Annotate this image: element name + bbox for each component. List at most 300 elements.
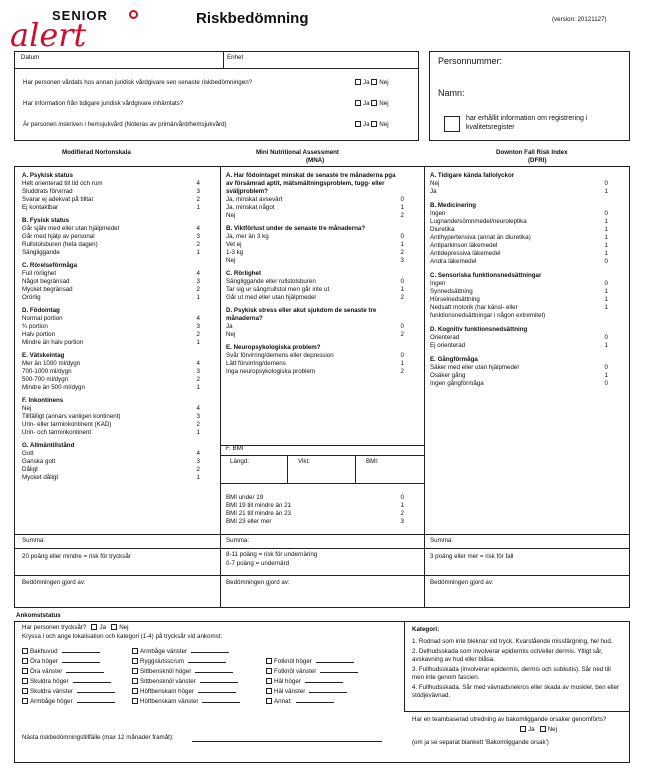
downton-option-points: 1 bbox=[604, 304, 608, 311]
norton-option[interactable] bbox=[22, 278, 200, 286]
downton-option[interactable] bbox=[430, 304, 608, 312]
downton-option[interactable] bbox=[430, 258, 608, 266]
norton-option-points: 1 bbox=[196, 249, 200, 256]
category-field[interactable] bbox=[73, 682, 111, 683]
norton-option-label: Orörlig bbox=[22, 294, 41, 301]
downton-option[interactable] bbox=[430, 364, 608, 372]
norton-option[interactable] bbox=[22, 339, 200, 347]
norton-option[interactable] bbox=[22, 413, 200, 421]
location-checkbox[interactable] bbox=[22, 668, 28, 674]
category-field[interactable] bbox=[309, 692, 347, 693]
category-field[interactable] bbox=[62, 662, 100, 663]
mna-option-points: 2 bbox=[400, 249, 404, 256]
downton-option-label: Antidepressiva läkemedel bbox=[430, 250, 501, 257]
mna-option-points: 2 bbox=[400, 368, 404, 375]
norton-option-label: Urin- eller tarminkontinent (KAD) bbox=[22, 421, 112, 428]
downton-option-label: Ingen gångförmåga bbox=[430, 380, 484, 387]
downton-option-points: 1 bbox=[604, 288, 608, 295]
category-field[interactable] bbox=[200, 682, 238, 683]
q2-yes-label: Ja bbox=[363, 100, 370, 107]
downton-section bbox=[430, 172, 622, 196]
category-field[interactable] bbox=[62, 652, 100, 653]
location-checkbox[interactable] bbox=[132, 688, 138, 694]
norton-option[interactable] bbox=[22, 429, 200, 437]
location-option[interactable] bbox=[266, 668, 386, 678]
category-field[interactable] bbox=[198, 692, 236, 693]
location-label: Bakhuvud bbox=[30, 648, 58, 655]
location-option[interactable] bbox=[132, 658, 262, 668]
category-title: Kategori: bbox=[412, 626, 440, 633]
norton-option-label: Svarar ej adekvat på tilltal bbox=[22, 196, 93, 203]
q2-no-checkbox[interactable] bbox=[371, 100, 377, 106]
norton-section bbox=[22, 262, 212, 302]
norton-section-heading: A. Psykisk status bbox=[22, 172, 73, 179]
norton-option-points: 2 bbox=[196, 241, 200, 248]
mna-option[interactable] bbox=[226, 249, 404, 257]
mna-option-label: Sängliggande eller rullstolsburen bbox=[226, 278, 316, 285]
mna-option-points: 0 bbox=[400, 196, 404, 203]
location-column-3 bbox=[266, 658, 386, 708]
question-3: Är personen inskriven i hemsjukvård (Noteras av primärvård/hemsjukvård) bbox=[23, 121, 227, 128]
category-item: 3. Fullhudsskada (involverar epidermis, dermis och subkutis). Sår ned till men inte genom fascien. bbox=[412, 666, 611, 681]
downton-option[interactable] bbox=[430, 380, 608, 388]
norton-option[interactable] bbox=[22, 331, 200, 339]
norton-option[interactable] bbox=[22, 458, 200, 466]
downton-option[interactable] bbox=[430, 280, 608, 288]
location-checkbox[interactable] bbox=[266, 688, 272, 694]
norton-option[interactable] bbox=[22, 384, 200, 392]
location-checkbox[interactable] bbox=[22, 658, 28, 664]
mna-option[interactable] bbox=[226, 323, 404, 331]
norton-option-points: 1 bbox=[196, 474, 200, 481]
bmi-items bbox=[226, 494, 416, 526]
downton-option[interactable] bbox=[430, 334, 608, 342]
norton-option-points: 4 bbox=[196, 270, 200, 277]
norton-gjord-label: Bedömningen gjord av: bbox=[22, 579, 86, 586]
downton-option-label: Lugnande/sömnmedel/neuroleptika bbox=[430, 218, 527, 225]
norton-option[interactable] bbox=[22, 233, 200, 241]
mna-option[interactable] bbox=[226, 352, 404, 360]
category-field[interactable] bbox=[202, 702, 240, 703]
location-checkbox[interactable] bbox=[132, 678, 138, 684]
pressure-ulcer-yes-label: Ja bbox=[99, 624, 107, 631]
bmi-option-points: 0 bbox=[400, 494, 404, 501]
mna-option-label: Svår förvirring/demens eller depression bbox=[226, 352, 334, 359]
location-option[interactable] bbox=[266, 698, 386, 708]
mna-option-points: 0 bbox=[400, 323, 404, 330]
mna-risk-text-2: 0-7 poäng = undernärd bbox=[226, 560, 290, 567]
norton-option-points: 3 bbox=[196, 413, 200, 420]
mna-section-heading: B. Viktförlust under de senaste tre månaderna? bbox=[226, 225, 366, 232]
norton-option-label: Går själv med eller utan hjälpmedel bbox=[22, 225, 119, 232]
norton-option[interactable] bbox=[22, 286, 200, 294]
category-field[interactable] bbox=[66, 672, 104, 673]
investigation-note: (om ja se separat blankett 'Bakomliggande orsak') bbox=[412, 739, 549, 746]
downton-option[interactable] bbox=[430, 218, 608, 226]
norton-option-label: Går med hjälp av personal bbox=[22, 233, 95, 240]
norton-section-heading: G. Allmäntillstånd bbox=[22, 442, 75, 449]
location-checkbox[interactable] bbox=[22, 678, 28, 684]
mna-section-heading: A. Har födointaget minskat de senaste tre månaderna pga av försämrad aptit, mätsmältningsproblem, tugg- eller sväljproblem? bbox=[226, 172, 396, 195]
location-label: Häl höger bbox=[274, 678, 301, 685]
version-label: (version: 20121127) bbox=[552, 16, 607, 23]
location-option[interactable] bbox=[132, 688, 262, 698]
q2-no-label: Nej bbox=[379, 100, 389, 107]
pressure-ulcer-yes-checkbox[interactable] bbox=[91, 624, 97, 630]
norton-option-points: 4 bbox=[196, 450, 200, 457]
norton-option[interactable] bbox=[22, 360, 200, 368]
investigation-no-checkbox[interactable] bbox=[540, 726, 546, 732]
downton-option-points: 1 bbox=[604, 296, 608, 303]
location-label: Fotknöl höger bbox=[274, 658, 312, 665]
mna-option[interactable] bbox=[226, 212, 404, 220]
downton-sum-label: Summa: bbox=[430, 537, 454, 544]
bmi-option[interactable] bbox=[226, 518, 404, 526]
logo-dot-icon bbox=[129, 10, 138, 19]
norton-option-points: 1 bbox=[196, 204, 200, 211]
bmi-option-label: BMI under 19 bbox=[226, 494, 264, 501]
downton-risk-text: 3 poäng eller mer = risk för fall bbox=[430, 553, 514, 560]
category-field[interactable] bbox=[77, 702, 115, 703]
mna-option[interactable] bbox=[226, 360, 404, 368]
norton-option-label: Rullstolsburen (hela dagen) bbox=[22, 241, 98, 248]
q3-yes-label: Ja bbox=[363, 121, 370, 128]
downton-option[interactable] bbox=[430, 296, 608, 304]
mna-option[interactable] bbox=[226, 241, 404, 249]
norton-option[interactable] bbox=[22, 405, 200, 413]
downton-option-points: 1 bbox=[604, 250, 608, 257]
mna-option[interactable] bbox=[226, 257, 404, 265]
norton-option-label: Något begränsad bbox=[22, 278, 70, 285]
downton-option-points: 1 bbox=[604, 218, 608, 225]
downton-option[interactable] bbox=[430, 242, 608, 250]
norton-section bbox=[22, 397, 212, 437]
mna-option-points: 0 bbox=[400, 352, 404, 359]
downton-option-label: Ingen bbox=[430, 210, 446, 217]
category-field[interactable] bbox=[305, 682, 343, 683]
mna-option-label: Nej bbox=[226, 257, 236, 264]
question-2: Har information från tidigare juridisk vårdgivare inhämtats? bbox=[23, 100, 184, 107]
norton-option-points: 3 bbox=[196, 323, 200, 330]
downton-option-points: 1 bbox=[604, 342, 608, 349]
category-field[interactable] bbox=[188, 662, 226, 663]
norton-option[interactable] bbox=[22, 450, 200, 458]
bmi-option[interactable] bbox=[226, 502, 404, 510]
mna-option-points: 1 bbox=[400, 204, 404, 211]
norton-section bbox=[22, 352, 212, 392]
location-checkbox[interactable] bbox=[22, 698, 28, 704]
downton-option-points: 0 bbox=[604, 210, 608, 217]
location-checkbox[interactable] bbox=[22, 648, 28, 654]
location-option[interactable] bbox=[266, 678, 386, 688]
downton-option-label: Andra läkemedel bbox=[430, 258, 477, 265]
q3-no-label: Nej bbox=[379, 121, 389, 128]
norton-option[interactable] bbox=[22, 204, 200, 212]
downton-option-label: Antiparkinson läkemedel bbox=[430, 242, 498, 249]
mna-option[interactable] bbox=[226, 204, 404, 212]
norton-option-label: Halv portion bbox=[22, 331, 56, 338]
norton-option-label: Gott bbox=[22, 450, 34, 457]
q3-no-checkbox[interactable] bbox=[371, 121, 377, 127]
mna-subtitle: (MNA) bbox=[306, 157, 325, 164]
downton-option-label: Synnedsättning bbox=[430, 288, 473, 295]
norton-option[interactable] bbox=[22, 180, 200, 188]
norton-section-heading: E. Vätskeintag bbox=[22, 352, 65, 359]
mna-option[interactable] bbox=[226, 294, 404, 302]
bmi-option-label: BMI 23 eller mer bbox=[226, 518, 272, 525]
category-field[interactable] bbox=[320, 672, 358, 673]
downton-section-heading: C. Sensoriska funktionsnedsättningar bbox=[430, 272, 542, 279]
question-1: Har personen vårdats hos annan juridisk vårdgivare sen senaste riskbedömningen? bbox=[23, 79, 253, 86]
downton-option-label: Hörselnedsättning bbox=[430, 296, 480, 303]
location-checkbox[interactable] bbox=[132, 648, 138, 654]
norton-option-label: ¾ portion bbox=[22, 323, 48, 330]
mna-option-points: 1 bbox=[400, 360, 404, 367]
norton-option[interactable] bbox=[22, 421, 200, 429]
downton-option[interactable] bbox=[430, 180, 608, 188]
norton-option-label: Normal portion bbox=[22, 315, 63, 322]
category-field[interactable] bbox=[77, 692, 115, 693]
downton-option-label: funktionsnedsättningar i någon extremitet) bbox=[430, 312, 546, 319]
norton-option[interactable] bbox=[22, 466, 200, 474]
norton-option-points: 3 bbox=[196, 368, 200, 375]
location-option[interactable] bbox=[22, 658, 132, 668]
norton-section bbox=[22, 172, 212, 212]
mna-section-heading: E. Neuropsykologiska problem? bbox=[226, 344, 321, 351]
downton-option[interactable] bbox=[430, 210, 608, 218]
mna-option[interactable] bbox=[226, 196, 404, 204]
norton-section bbox=[22, 217, 212, 257]
category-field[interactable] bbox=[191, 652, 229, 653]
norton-section-heading: D. Födointag bbox=[22, 307, 60, 314]
location-option[interactable] bbox=[22, 698, 132, 708]
norton-option-points: 2 bbox=[196, 376, 200, 383]
location-checkbox[interactable] bbox=[132, 698, 138, 704]
downton-option-points: 0 bbox=[604, 334, 608, 341]
bmi-field[interactable]: BMI: bbox=[366, 458, 379, 465]
norton-option-label: Mycket dåligt bbox=[22, 474, 59, 481]
norton-sum-label: Summa: bbox=[22, 537, 46, 544]
mna-sum-label: Summa: bbox=[226, 537, 250, 544]
downton-option-label: Orienterad bbox=[430, 334, 460, 341]
downton-section bbox=[430, 326, 622, 350]
location-label: Öra vänster bbox=[30, 668, 63, 675]
downton-section-heading: A. Tidigare kända fallolyckor bbox=[430, 172, 515, 179]
downton-subtitle: (DFRI) bbox=[528, 157, 547, 164]
location-label: Höftbenskam höger bbox=[140, 688, 194, 695]
bmi-option-points: 3 bbox=[400, 518, 404, 525]
mna-option-label: Tar sig ur säng/rullstol men går inte ut bbox=[226, 286, 330, 293]
mna-option[interactable] bbox=[226, 331, 404, 339]
location-option[interactable] bbox=[22, 688, 132, 698]
bmi-option[interactable] bbox=[226, 494, 404, 502]
norton-option-points: 1 bbox=[196, 384, 200, 391]
logo-bottom-text: alert bbox=[10, 16, 87, 54]
downton-option[interactable] bbox=[430, 312, 608, 320]
investigation-yes-checkbox[interactable] bbox=[520, 726, 526, 732]
downton-option[interactable] bbox=[430, 288, 608, 296]
norton-option[interactable] bbox=[22, 188, 200, 196]
location-label: Sittbensknöl vänster bbox=[140, 678, 196, 685]
mna-option-label: Ja, minskat något bbox=[226, 204, 275, 211]
norton-option-label: 500-700 ml/dygn bbox=[22, 376, 69, 383]
downton-option[interactable] bbox=[430, 226, 608, 234]
location-option[interactable] bbox=[22, 668, 132, 678]
norton-option-points: 2 bbox=[196, 466, 200, 473]
location-label: Armbåge höger bbox=[30, 698, 73, 705]
norton-option[interactable] bbox=[22, 368, 200, 376]
norton-option-points: 4 bbox=[196, 225, 200, 232]
norton-option-label: Mindre än 500 ml/dygn bbox=[22, 384, 85, 391]
category-field[interactable] bbox=[316, 662, 354, 663]
location-option[interactable] bbox=[132, 668, 262, 678]
downton-option[interactable] bbox=[430, 188, 608, 196]
mna-option-points: 0 bbox=[400, 278, 404, 285]
downton-option-points: 0 bbox=[604, 180, 608, 187]
location-label: Skuldra vänster bbox=[30, 688, 73, 695]
location-option[interactable] bbox=[266, 688, 386, 698]
q1-no-checkbox[interactable] bbox=[371, 79, 377, 85]
pressure-ulcer-instructions: Kryssa i och ange lokalisation och kategori (1-4) på trycksår vid ankomst: bbox=[22, 633, 223, 640]
location-label: Skuldra höger bbox=[30, 678, 69, 685]
category-field[interactable] bbox=[296, 702, 334, 703]
norton-option-points: 4 bbox=[196, 315, 200, 322]
info-checkbox[interactable] bbox=[444, 116, 460, 132]
norton-option-label: Mycket begränsad bbox=[22, 286, 73, 293]
norton-option[interactable] bbox=[22, 323, 200, 331]
mna-column bbox=[226, 172, 416, 381]
langd-field[interactable]: Längd: bbox=[230, 458, 249, 465]
q1-yes-label: Ja bbox=[363, 79, 370, 86]
norton-option-label: Ej kontaktbar bbox=[22, 204, 59, 211]
vikt-field[interactable]: Vikt: bbox=[298, 458, 310, 465]
norton-option-points: 1 bbox=[196, 429, 200, 436]
next-assessment-label: Nästa riskbedömningstillfälle (max 12 månader framåt): bbox=[22, 734, 174, 741]
mna-option-label: Vet ej bbox=[226, 241, 242, 248]
norton-option-label: Mindre än halv portion bbox=[22, 339, 84, 346]
norton-option-points: 2 bbox=[196, 286, 200, 293]
category-field[interactable] bbox=[195, 672, 233, 673]
location-checkbox[interactable] bbox=[132, 658, 138, 664]
downton-option[interactable] bbox=[430, 342, 608, 350]
q3-yes-checkbox[interactable] bbox=[355, 121, 361, 127]
downton-option-label: Ej orienterad bbox=[430, 342, 466, 349]
location-label: Armbåge vänster bbox=[140, 648, 188, 655]
mna-option[interactable] bbox=[226, 233, 404, 241]
norton-option-points: 4 bbox=[196, 405, 200, 412]
norton-title: Modifierad Nortonskala bbox=[62, 149, 131, 156]
norton-option-points: 3 bbox=[196, 458, 200, 465]
location-option[interactable] bbox=[132, 698, 262, 708]
location-option[interactable] bbox=[266, 658, 386, 668]
mna-option[interactable] bbox=[226, 278, 404, 286]
norton-option[interactable] bbox=[22, 196, 200, 204]
norton-option[interactable] bbox=[22, 376, 200, 384]
downton-option[interactable] bbox=[430, 250, 608, 258]
norton-option[interactable] bbox=[22, 249, 200, 257]
pressure-ulcer-no-checkbox[interactable] bbox=[111, 624, 117, 630]
norton-option-label: Urin- och tarminkontinent bbox=[22, 429, 92, 436]
team-investigation-question: Har en teambaserad utredning av bakomliggande orsaker genomförts? bbox=[412, 716, 607, 723]
mna-option-points: 2 bbox=[400, 331, 404, 338]
norton-option-points: 2 bbox=[196, 421, 200, 428]
location-checkbox[interactable] bbox=[266, 668, 272, 674]
mna-option[interactable] bbox=[226, 368, 404, 376]
bmi-option-points: 1 bbox=[400, 502, 404, 509]
location-option[interactable] bbox=[132, 648, 262, 658]
norton-option[interactable] bbox=[22, 315, 200, 323]
location-checkbox[interactable] bbox=[266, 698, 272, 704]
bmi-option-label: BMI 19 till mindre än 21 bbox=[226, 502, 291, 509]
page-title: Riskbedömning bbox=[196, 10, 309, 27]
q1-no-label: Nej bbox=[379, 79, 389, 86]
norton-option-points: 3 bbox=[196, 278, 200, 285]
bmi-heading: F. BMI bbox=[226, 445, 244, 452]
location-column-2 bbox=[132, 648, 262, 708]
mna-option-label: Ja, mer än 3 kg bbox=[226, 233, 269, 240]
norton-option-label: Sluddrats förvirrad bbox=[22, 188, 73, 195]
norton-section-heading: B. Fysisk status bbox=[22, 217, 70, 224]
mna-option-points: 3 bbox=[400, 257, 404, 264]
location-checkbox[interactable] bbox=[266, 678, 272, 684]
downton-section bbox=[430, 272, 622, 320]
mna-section-heading: C. Rörlighet bbox=[226, 270, 262, 277]
mna-option-label: Inga neuropsykologiska problem bbox=[226, 368, 316, 375]
info-checkbox-label: har erhållit information om registrering i kvalitetsregister bbox=[466, 115, 588, 131]
location-option[interactable] bbox=[22, 648, 132, 658]
bmi-option[interactable] bbox=[226, 510, 404, 518]
location-option[interactable] bbox=[132, 678, 262, 688]
downton-option-label: Ingen bbox=[430, 280, 446, 287]
norton-option[interactable] bbox=[22, 474, 200, 482]
location-label: Annat: bbox=[274, 698, 292, 705]
downton-option-points: 1 bbox=[604, 242, 608, 249]
mna-option-label: Nej bbox=[226, 331, 236, 338]
downton-section bbox=[430, 356, 622, 388]
downton-option[interactable] bbox=[430, 234, 608, 242]
mna-option-label: Ja, minskat avsevärt bbox=[226, 196, 283, 203]
location-checkbox[interactable] bbox=[22, 688, 28, 694]
category-item: 1. Rodnad som inte bleknar vid tryck. Kvarstående missfärgning, hel hud. bbox=[412, 638, 613, 645]
norton-option-label: Ganska gott bbox=[22, 458, 56, 465]
location-label: Fotknöl vänster bbox=[274, 668, 317, 675]
norton-option[interactable] bbox=[22, 294, 200, 302]
downton-section-heading: E. Gångförmåga bbox=[430, 356, 478, 363]
downton-option[interactable] bbox=[430, 372, 608, 380]
mna-option[interactable] bbox=[226, 286, 404, 294]
downton-option-label: Nedsatt motorik (har känsl- eller bbox=[430, 304, 518, 311]
pressure-ulcer-question: Har personen trycksår? bbox=[22, 624, 87, 631]
norton-option[interactable] bbox=[22, 225, 200, 233]
downton-option-points: 1 bbox=[604, 234, 608, 241]
downton-option-label: Nej bbox=[430, 180, 440, 187]
q1-yes-checkbox[interactable] bbox=[355, 79, 361, 85]
next-assessment-field[interactable] bbox=[192, 741, 382, 742]
q2-yes-checkbox[interactable] bbox=[355, 100, 361, 106]
downton-option-label: Ja bbox=[430, 188, 437, 195]
mna-section bbox=[226, 307, 416, 339]
norton-option[interactable] bbox=[22, 241, 200, 249]
norton-option-points: 1 bbox=[196, 294, 200, 301]
location-checkbox[interactable] bbox=[132, 668, 138, 674]
senior-alert-logo bbox=[8, 6, 148, 52]
mna-gjord-label: Bedömningen gjord av: bbox=[226, 579, 290, 586]
norton-option[interactable] bbox=[22, 270, 200, 278]
location-checkbox[interactable] bbox=[266, 658, 272, 664]
mna-title: Mini Nutritional Assessment bbox=[256, 149, 339, 156]
norton-section-heading: F. Inkontinens bbox=[22, 397, 64, 404]
location-option[interactable] bbox=[22, 678, 132, 688]
